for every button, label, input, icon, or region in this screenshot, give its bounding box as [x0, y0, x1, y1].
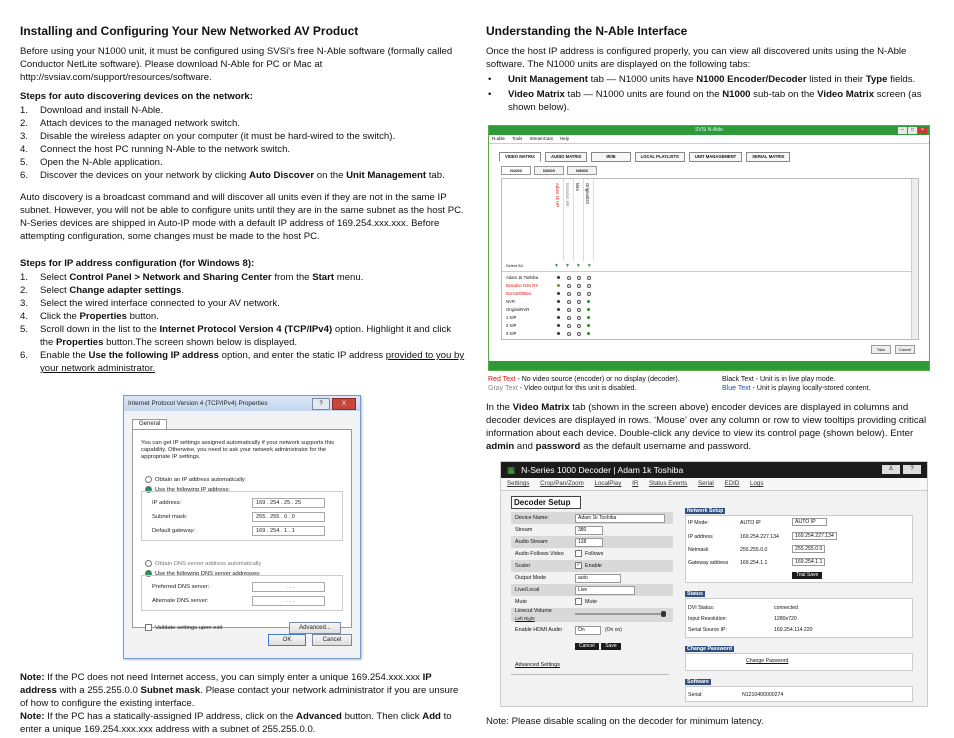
- close-icon[interactable]: ×: [918, 127, 927, 134]
- setting-row: Stream 380: [511, 524, 673, 536]
- ip-step: 1. Select Control Panel > Network and Sharing Center from the Start menu.: [20, 272, 364, 283]
- cancel-button[interactable]: Cancel: [312, 634, 352, 646]
- nable-menubar: [489, 135, 929, 144]
- nable-window: [488, 125, 930, 371]
- auto-step: 6. Discover the devices on your network by clicking Auto Discover on the Unit Management tab.: [20, 170, 445, 181]
- legend-gray: Gray Text - Video output for this unit is disabled.: [488, 385, 637, 392]
- nav-ir[interactable]: IR: [632, 480, 639, 487]
- preferred-dns-label: Preferred DNS server:: [152, 584, 210, 590]
- advanced-button[interactable]: Advanced...: [289, 622, 341, 634]
- subtab-n1000[interactable]: N1000: [501, 166, 531, 175]
- obtain-dns-radio[interactable]: Obtain DNS server address automatically: [145, 560, 261, 567]
- network-setup-title: Network Setup: [687, 508, 724, 514]
- decoder-nav: [501, 478, 927, 491]
- checkbox-icon: [145, 624, 152, 631]
- right-column: [486, 20, 932, 734]
- ip-address-input[interactable]: 169.254.227.134: [792, 532, 837, 540]
- tab-audio-matrix[interactable]: AUDIO MATRIX: [545, 152, 587, 162]
- volume-slider-handle[interactable]: [661, 611, 666, 617]
- auto-step: 3. Disable the wireless adapter on your computer (it must be hard-wired to the switch).: [20, 131, 396, 142]
- device-name-input[interactable]: Adam 1k Toshiba: [575, 514, 665, 523]
- tab-ir[interactable]: IR/IE: [591, 152, 630, 162]
- notes: [20, 671, 466, 736]
- ok-button[interactable]: OK: [268, 634, 306, 646]
- setting-row: Live/Local Live: [511, 584, 673, 596]
- audio-stream-input[interactable]: 128: [575, 538, 603, 547]
- auto-discovery-paragraph: Auto discovery is a broadcast command and will discover all units even if they are not in the same IP subnet. However, you will not be able to configure units until they are in the same subnet as the host PC. N-Series devices are shipped in Auto-IP mode with a default IP address of 169.254.xxx.xxx. Before attempting configuration, some changes must be made to the host PC.: [20, 192, 464, 242]
- ipv4-properties-dialog: [123, 395, 361, 659]
- encoder-column[interactable]: Adam 1k HP: [554, 179, 564, 261]
- follows-checkbox[interactable]: Follows: [575, 548, 603, 560]
- nav-logs[interactable]: Logs: [750, 480, 764, 487]
- menu-tools[interactable]: Tools: [512, 136, 523, 141]
- alternate-dns-label: Alternate DNS server:: [152, 598, 209, 604]
- obtain-ip-radio[interactable]: Obtain an IP address automatically: [145, 476, 245, 483]
- volume-slider[interactable]: [575, 613, 663, 615]
- tab-video-matrix[interactable]: VIDEO MATRIX: [499, 152, 541, 162]
- menu-help[interactable]: Help: [559, 136, 570, 141]
- change-password-title: Change Password: [687, 646, 732, 652]
- decoder-control-page: [500, 461, 928, 707]
- section-title-nable: Understanding the N-Able Interface: [486, 24, 688, 38]
- checkbox-checked-icon: ✓: [576, 562, 581, 569]
- auto-discover-heading: Steps for auto discovering devices on the network:: [20, 91, 253, 102]
- general-panel: [132, 429, 352, 632]
- mute-checkbox[interactable]: Mute: [575, 596, 597, 608]
- setting-row: Audio Stream 128: [511, 536, 673, 548]
- status-box: DVI Status: connected Input Resolution: 1280x720 Serial Source IP: 169.254.114.220: [685, 598, 913, 638]
- maximize-icon[interactable]: □: [908, 127, 917, 134]
- decoder-setup-panel: [511, 496, 677, 704]
- trial-save-button[interactable]: Trial Save: [792, 572, 822, 579]
- preferred-dns-field[interactable]: . . .: [252, 582, 325, 592]
- setting-row: Scaler ✓ Enable: [511, 560, 673, 572]
- auto-discover-steps: [20, 104, 466, 182]
- network-setup-box: IP Mode: AUTO IP AUTO IP IP address 169.254.227.134 169.254.227.134 Netmask 255.255.0.0 255.255.0.0 Gateway address 169.254.1.1 169.254.1.1 Trial Save: [685, 515, 913, 583]
- ip-address-label: IP address:: [152, 500, 182, 506]
- ip-step: 5. Scroll down in the list to the Internet Protocol Version 4 (TCP/IPv4) option. Highlight it and click the Properties button.The screen shown below is displayed.: [20, 324, 452, 348]
- help-icon[interactable]: ?: [903, 465, 921, 474]
- checkbox-icon: [575, 550, 582, 557]
- minimize-icon[interactable]: –: [898, 127, 907, 134]
- dialog-title: Internet Protocol Version 4 (TCP/IPv4) Properties: [124, 396, 360, 411]
- legend-black: Black Text - Unit is in live play mode.: [722, 376, 836, 383]
- auto-step: 2. Attach devices to the managed network switch.: [20, 118, 240, 129]
- tab-general[interactable]: General: [132, 419, 167, 431]
- ip-step: 2. Select Change adapter settings.: [20, 285, 184, 296]
- software-title: Software: [687, 679, 709, 685]
- setting-row: Enable HDMI Audio On (On on): [515, 627, 622, 633]
- take-button[interactable]: Take: [871, 345, 891, 354]
- ip-step: 4. Click the Properties button.: [20, 311, 159, 322]
- auto-step: 4. Connect the host PC running N-Able to the network switch.: [20, 144, 291, 155]
- setting-row: Device Name: Adam 1k Toshiba: [511, 512, 673, 524]
- video-matrix-grid: Adam 1k HP Brandon MK Mini OriginalOS Select All: ▼▼▼▼ Adam 1k Toshiba Brandon N1K RX Dom1000Bex NVR OriginalNVR 1 NIP 2 NIP 3 NIP: [501, 178, 919, 340]
- advanced-settings-link[interactable]: Advanced Settings: [515, 662, 560, 668]
- dns-group: [141, 575, 343, 611]
- nable-subtabs: [501, 166, 597, 175]
- status-title: Status: [687, 591, 703, 597]
- checkbox-icon: [575, 598, 582, 605]
- encoder-column[interactable]: OriginalOS: [584, 179, 594, 261]
- nav-edid[interactable]: EDID: [724, 480, 740, 487]
- ip-config-heading: Steps for IP address configuration (for Windows 8):: [20, 258, 255, 269]
- subnet-mask-field[interactable]: 255 . 255 . 0 . 0: [252, 512, 325, 522]
- bullet-unit-management: • Unit Management tab — N1000 units have N1000 Encoder/Decoder listed in their Type fields.: [488, 74, 916, 85]
- nable-titlebar: SVSi N-Able – □ ×: [489, 126, 929, 135]
- decoder-header: ▦ N-Series 1000 Decoder | Adam 1k Toshiba ♙ ?: [501, 462, 927, 478]
- tab-serial-matrix[interactable]: SERIAL MATRIX: [746, 152, 790, 162]
- cancel-button[interactable]: Cancel: [575, 643, 599, 650]
- gateway-label: Default gateway:: [152, 528, 196, 534]
- setting-row: Mute Mute: [511, 596, 673, 608]
- stream-input[interactable]: 380: [575, 526, 603, 535]
- decoder-right-panels: [685, 504, 913, 706]
- menu-nable[interactable]: N-able: [492, 136, 505, 141]
- setting-row: Output Mode auto: [511, 572, 673, 584]
- netmask-input[interactable]: 255.255.0.0: [792, 545, 825, 553]
- live-local-select[interactable]: Live: [575, 586, 635, 595]
- ip-step: 3. Select the wired interface connected to your AV network.: [20, 298, 280, 309]
- select-all-arrows[interactable]: ▼▼▼▼: [554, 263, 598, 269]
- subnet-mask-label: Subnet mask:: [152, 514, 188, 520]
- radio-icon: [145, 560, 152, 567]
- nav-settings[interactable]: Settings: [507, 480, 530, 487]
- help-button[interactable]: ?: [312, 398, 330, 410]
- cancel-button[interactable]: Cancel: [895, 345, 915, 354]
- legend-red: Red Text - No video source (encoder) or no display (decoder).: [488, 376, 680, 383]
- tab-local-playlists[interactable]: LOCAL PLAYLISTS: [635, 152, 685, 162]
- menu-streamcast[interactable]: StreamCast: [529, 136, 553, 141]
- gateway-field[interactable]: 169 . 254 . 1 . 1: [252, 526, 325, 536]
- subtab-n3000[interactable]: N3000: [567, 166, 597, 175]
- close-button[interactable]: X: [332, 398, 356, 410]
- auto-step: 5. Open the N-Able application.: [20, 157, 163, 168]
- tab-bullets: [486, 73, 932, 114]
- change-password-box: [685, 653, 913, 671]
- setting-row: Linecut Volume Left Right: [511, 608, 673, 622]
- alternate-dns-field[interactable]: . . .: [252, 596, 325, 606]
- note-internet: Note: If the PC does not need Internet access, you can simply enter a unique 169.254.xxx.xxx IP address with a 255.255.0.0 Subnet mask. Please contact your network administrator if you are unsure of how to configure the existing interface.: [20, 672, 459, 709]
- bullet-video-matrix: • Video Matrix tab — N1000 units are found on the N1000 sub-tab on the Video Matrix screen (as shown below).: [488, 89, 922, 113]
- left-column: [20, 20, 466, 736]
- use-dns-radio[interactable]: Use the following DNS server addresses:: [145, 570, 261, 577]
- video-matrix-paragraph: In the Video Matrix tab (shown in the screen above) encoder devices are displayed in columns and decoder devices are displayed in rows. ‘Mouse’ over any column or row to view tooltips providing critical information about each device. Double-click any device to view its control page (shown below). Enter admin and password as the default username and password.: [486, 402, 927, 452]
- gateway-input[interactable]: 169.254.1.1: [792, 558, 825, 566]
- nav-crop-pan-zoom[interactable]: Crop/Pan/Zoom: [540, 480, 584, 487]
- nav-localplay[interactable]: LocalPlay: [594, 480, 622, 487]
- radio-icon: [145, 476, 152, 483]
- ip-config-steps: [20, 271, 466, 375]
- decoder-setup-title: Decoder Setup: [511, 496, 581, 509]
- nable-tabs: [499, 152, 790, 162]
- vertical-scrollbar[interactable]: [911, 179, 918, 339]
- encoder-column[interactable]: Brandon MK: [564, 179, 574, 261]
- setting-row: Audio Follows Video Follows: [511, 548, 673, 560]
- nable-intro: Once the host IP address is configured properly, you can view all discovered units using the N-Able software. The N1000 units are displayed on the following tabs:: [486, 46, 907, 70]
- select-all-label: Select All:: [506, 263, 524, 268]
- hdmi-audio-select[interactable]: On: [575, 626, 601, 635]
- ip-mode-select[interactable]: AUTO IP: [792, 518, 827, 526]
- note-static-ip: Note: If the PC has a statically-assigned IP address, click on the Advanced button. Then click Add to enter a unique 169.254.xxx.xxx address with a subnet of 255.255.0.0.: [20, 711, 452, 735]
- setup-buttons: [575, 639, 621, 650]
- tab-unit-management[interactable]: UNIT MANAGEMENT: [689, 152, 742, 162]
- section-title-installing: Installing and Configuring Your New Networked AV Product: [20, 24, 359, 38]
- nav-serial[interactable]: Serial: [697, 480, 714, 487]
- save-button[interactable]: Save: [601, 643, 620, 650]
- ip-group: [141, 491, 343, 541]
- legend-blue: Blue Text - Unit is playing locally-stored content.: [722, 385, 871, 392]
- ip-step: 6. Enable the Use the following IP address option, and enter the static IP address provided to you by your network administrator.: [20, 350, 465, 374]
- change-password-link[interactable]: Change Password: [746, 658, 789, 664]
- final-note: Note: Please disable scaling on the decoder for minimum latency.: [486, 716, 764, 727]
- output-mode-select[interactable]: auto: [575, 574, 621, 583]
- scaler-checkbox[interactable]: ✓ Enable: [576, 562, 602, 569]
- auto-step: 1. Download and install N-Able.: [20, 105, 164, 116]
- subtab-n2000[interactable]: N2000: [534, 166, 564, 175]
- use-ip-radio[interactable]: Use the following IP address:: [145, 486, 230, 493]
- grid-icon: ▦: [507, 465, 516, 475]
- dialog-description: You can get IP settings assigned automatically if your network supports this capability. Otherwise, you need to ask your network administrator for the appropriate IP settings.: [141, 440, 335, 460]
- color-legend: [486, 375, 932, 395]
- user-icon[interactable]: ♙: [882, 465, 900, 474]
- nav-status-events[interactable]: Status Events: [649, 480, 688, 487]
- software-box: Serial: N1210400000274: [685, 686, 913, 702]
- ip-address-field[interactable]: 169 . 254 . 25 . 25: [252, 498, 325, 508]
- nable-statusbar: [489, 361, 929, 370]
- encoder-column[interactable]: Mini: [574, 179, 584, 261]
- validate-checkbox[interactable]: Validate settings upon exit: [145, 624, 222, 631]
- intro-paragraph: Before using your N1000 unit, it must be configured using SVSi's free N-Able software (formally called Conductor NetLite software). Please download N-Able for PC or Mac at http://svsiav.com/support/resources/software.: [20, 46, 453, 83]
